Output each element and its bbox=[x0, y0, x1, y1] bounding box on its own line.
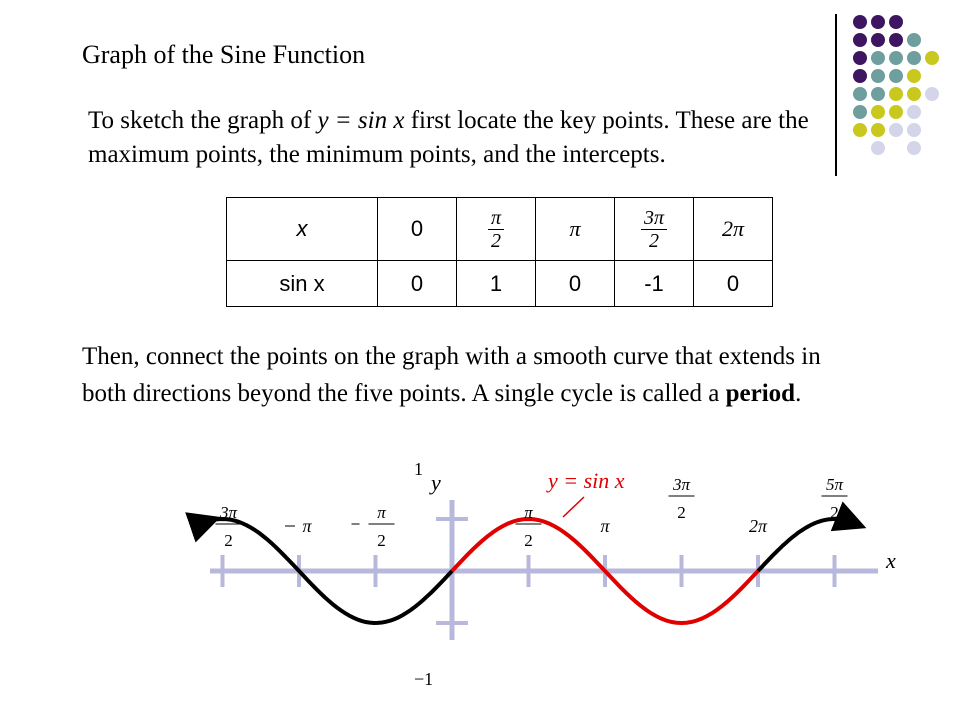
y-tick-label: 1 bbox=[414, 459, 423, 479]
y-axis-ticks bbox=[414, 459, 468, 689]
page-title: Graph of the Sine Function bbox=[82, 40, 366, 69]
cell-text: 0 bbox=[410, 216, 424, 241]
x-tick-label bbox=[285, 516, 312, 536]
x-tick-denominator: 2 bbox=[224, 531, 233, 550]
x-tick-numerator: 3π bbox=[672, 475, 691, 494]
intro-text-2: first locate the key points. These are the maximum points, the minimum points, and the intercepts. bbox=[88, 107, 809, 168]
sine-curve-right bbox=[758, 519, 852, 571]
table-cell-sinx-1: 1 bbox=[457, 261, 536, 307]
y-tick-label: −1 bbox=[414, 669, 434, 689]
x-tick-denominator: 2 bbox=[377, 531, 386, 550]
cell-text: π bbox=[569, 216, 581, 241]
table-cell-sinx-4: 0 bbox=[694, 261, 773, 307]
x-tick-denominator: 2 bbox=[830, 503, 839, 522]
table-cell-sinx-2: 0 bbox=[536, 261, 615, 307]
x-tick-denominator: 2 bbox=[677, 503, 686, 522]
table-cell-sinx-0: 0 bbox=[378, 261, 457, 307]
x-tick-numerator: π bbox=[524, 503, 533, 522]
connect-text: Then, connect the points on the graph with a smooth curve that extends in both directions beyond the five points. A single cycle is called a bbox=[82, 343, 821, 407]
intro-text-1: To sketch the graph of bbox=[88, 107, 318, 134]
x-tick-label bbox=[749, 516, 768, 536]
x-tick-text: π bbox=[600, 516, 610, 536]
x-tick-label bbox=[669, 475, 695, 522]
x-tick-label bbox=[516, 503, 542, 550]
x-tick-labels bbox=[199, 475, 848, 550]
connect-end: . bbox=[795, 380, 802, 407]
x-tick-label bbox=[199, 503, 242, 550]
period-term: period bbox=[725, 380, 796, 407]
intro-equation: y = sin x bbox=[317, 107, 405, 134]
fraction-numerator: π bbox=[488, 207, 504, 230]
curve-label-pointer bbox=[563, 497, 584, 517]
x-tick-denominator: 2 bbox=[524, 531, 533, 550]
x-tick-text: π bbox=[302, 516, 312, 536]
cell-text: 2π bbox=[721, 216, 745, 241]
x-axis-label: x bbox=[886, 548, 896, 573]
fraction-denominator: 2 bbox=[491, 229, 501, 252]
x-tick-numerator: 3π bbox=[219, 503, 238, 522]
table-header-sinx: sin x bbox=[227, 261, 378, 307]
x-tick-text: 2π bbox=[748, 516, 768, 536]
table-header-x: x bbox=[227, 198, 378, 261]
x-tick-label bbox=[822, 475, 848, 522]
x-tick-numerator: 5π bbox=[825, 475, 844, 494]
x-tick-label bbox=[352, 503, 395, 550]
x-tick-label bbox=[600, 516, 610, 536]
fraction-numerator: 3π bbox=[641, 207, 667, 230]
fraction-denominator: 2 bbox=[649, 229, 659, 252]
x-tick-numerator: π bbox=[377, 503, 386, 522]
curve-label: y = sin x bbox=[548, 468, 625, 493]
y-axis-label: y bbox=[431, 470, 441, 495]
table-cell-sinx-3: -1 bbox=[615, 261, 694, 307]
